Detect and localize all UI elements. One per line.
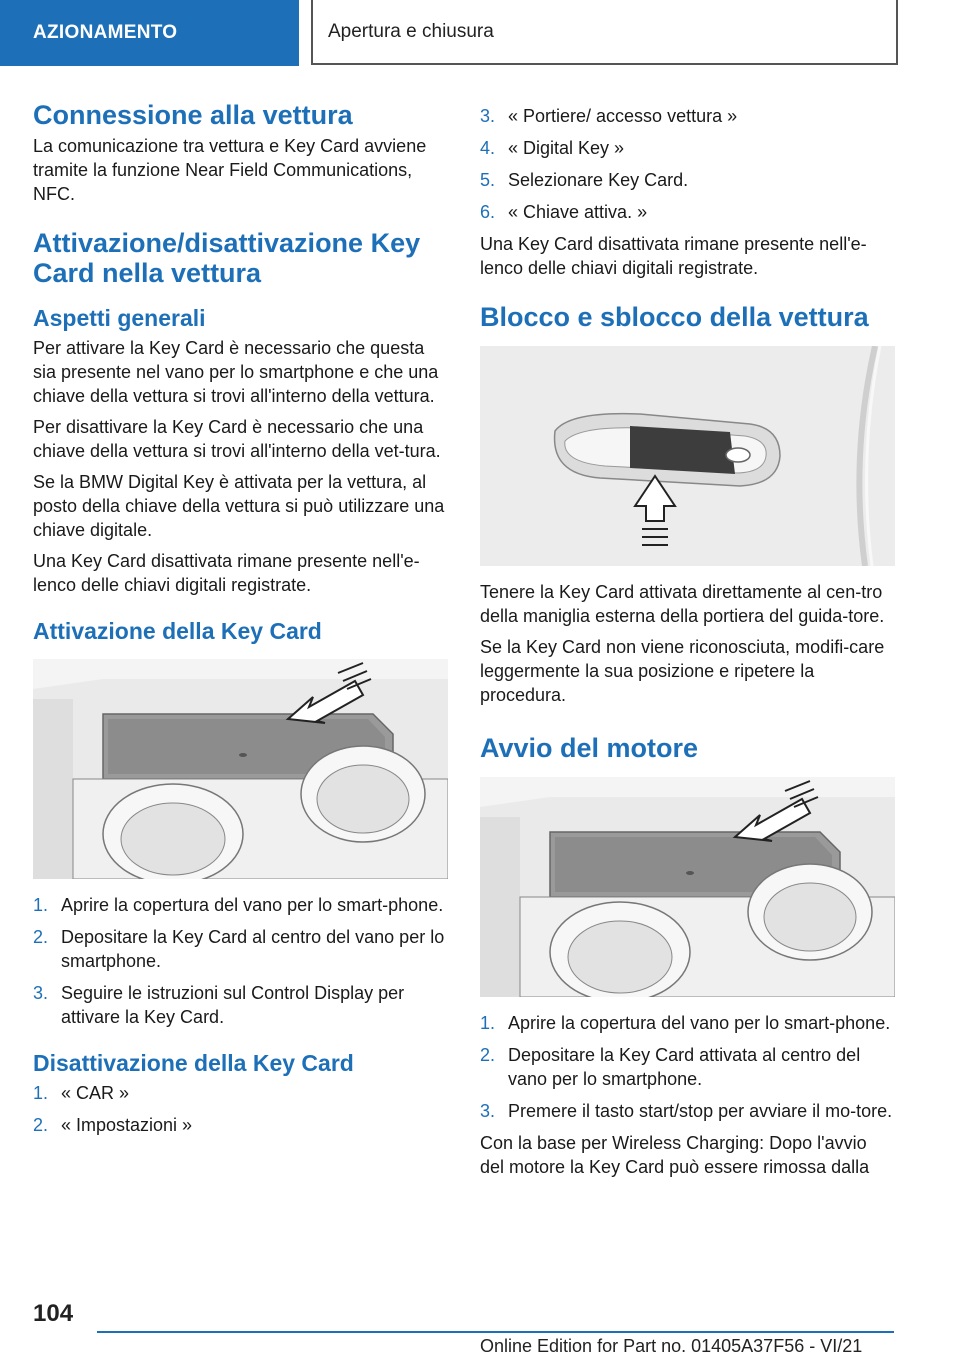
heading-disattivazione-key-card: Disattivazione della Key Card (33, 1050, 354, 1076)
page-number: 104 (33, 1300, 74, 1327)
heading-avvio-motore: Avvio del motore (480, 733, 699, 763)
list-steps-attivazione (33, 893, 448, 1029)
header-chapter-title: Apertura e chiusura (328, 20, 494, 42)
figure-smartphone-tray-activation (33, 659, 448, 879)
paragraph-aspetti-1: Per attivare la Key Card è necessario che questa sia presente nel vano per lo smartphone e che una chiave della vettura si trovi all'interno della vettura. (33, 338, 439, 406)
figure-smartphone-tray-start (480, 777, 895, 997)
paragraph-aspetti-4: Una Key Card disattivata rimane presente nell'e-lenco delle chiavi digitali registrate. (33, 551, 420, 595)
paragraph-aspetti-3: Se la BMW Digital Key è attivata per la vettura, al posto della chiave della vettura si può utilizzare una chiave digitale. (33, 472, 445, 540)
list-item: 6. « Chiave attiva. » (480, 202, 648, 222)
list-steps-disattivazione-cont (480, 104, 895, 224)
footer-edition: Online Edition for Part no. 01405A37F56 - VI/21 (480, 1336, 863, 1356)
list-item: 5. Selezionare Key Card. (480, 170, 689, 190)
list-item: 1. Aprire la copertura del vano per lo smart-phone. (33, 895, 444, 915)
list-item: 3. Seguire le istruzioni sul Control Display per attivare la Key Card. (33, 983, 405, 1027)
paragraph-avvio: Con la base per Wireless Charging: Dopo l'avvio del motore la Key Card può essere rimossa dalla (480, 1133, 870, 1177)
list-item: 3. Premere il tasto start/stop per avviare il mo-tore. (480, 1101, 893, 1121)
list-steps-disattivazione (33, 1081, 448, 1137)
header-section-title: AZIONAMENTO (33, 22, 178, 43)
door-handle-illustration (480, 346, 895, 566)
heading-aspetti-generali: Aspetti generali (33, 305, 206, 331)
heading-attivazione-key-card: Attivazione della Key Card (33, 618, 322, 644)
header-section-tab (0, 0, 299, 66)
heading-connessione: Connessione alla vettura (33, 100, 353, 130)
list-item: 4. « Digital Key » (480, 138, 625, 158)
paragraph-disattivata: Una Key Card disattivata rimane presente nell'e-lenco delle chiavi digitali registrate. (480, 234, 867, 278)
list-item: 2. Depositare la Key Card al centro del vano per lo smartphone. (33, 927, 445, 971)
list-item: 1. « CAR » (33, 1083, 130, 1103)
list-item: 2. « Impostazioni » (33, 1115, 193, 1135)
paragraph-blocco-2: Se la Key Card non viene riconosciuta, modifi-care leggermente la sua posizione e ripetere la procedura. (480, 637, 885, 705)
header-chapter-tab (311, 0, 898, 65)
paragraph-connessione: La comunicazione tra vettura e Key Card avviene tramite la funzione Near Field Communications, NFC. (33, 136, 427, 204)
paragraph-aspetti-2: Per disattivare la Key Card è necessario che una chiave della vettura si trovi all'interno della vet-tura. (33, 417, 441, 461)
console-tray-illustration-2 (480, 777, 895, 997)
figure-door-handle (480, 346, 895, 566)
list-item: 3. « Portiere/ accesso vettura » (480, 106, 738, 126)
console-tray-illustration (33, 659, 448, 879)
list-item: 1. Aprire la copertura del vano per lo smart-phone. (480, 1013, 891, 1033)
list-item: 2. Depositare la Key Card attivata al centro del vano per lo smartphone. (480, 1045, 861, 1089)
left-column (33, 100, 448, 1145)
right-column (480, 104, 895, 1186)
paragraph-blocco-1: Tenere la Key Card attivata direttamente al cen-tro della maniglia esterna della portiera del guida-tore. (480, 582, 885, 626)
list-steps-avvio (480, 1011, 895, 1123)
heading-attivazione-disattivazione: Attivazione/disattivazione Key Card nella vettura (33, 228, 421, 288)
heading-blocco-sblocco: Blocco e sblocco della vettura (480, 302, 869, 332)
footer-divider (97, 1331, 894, 1333)
